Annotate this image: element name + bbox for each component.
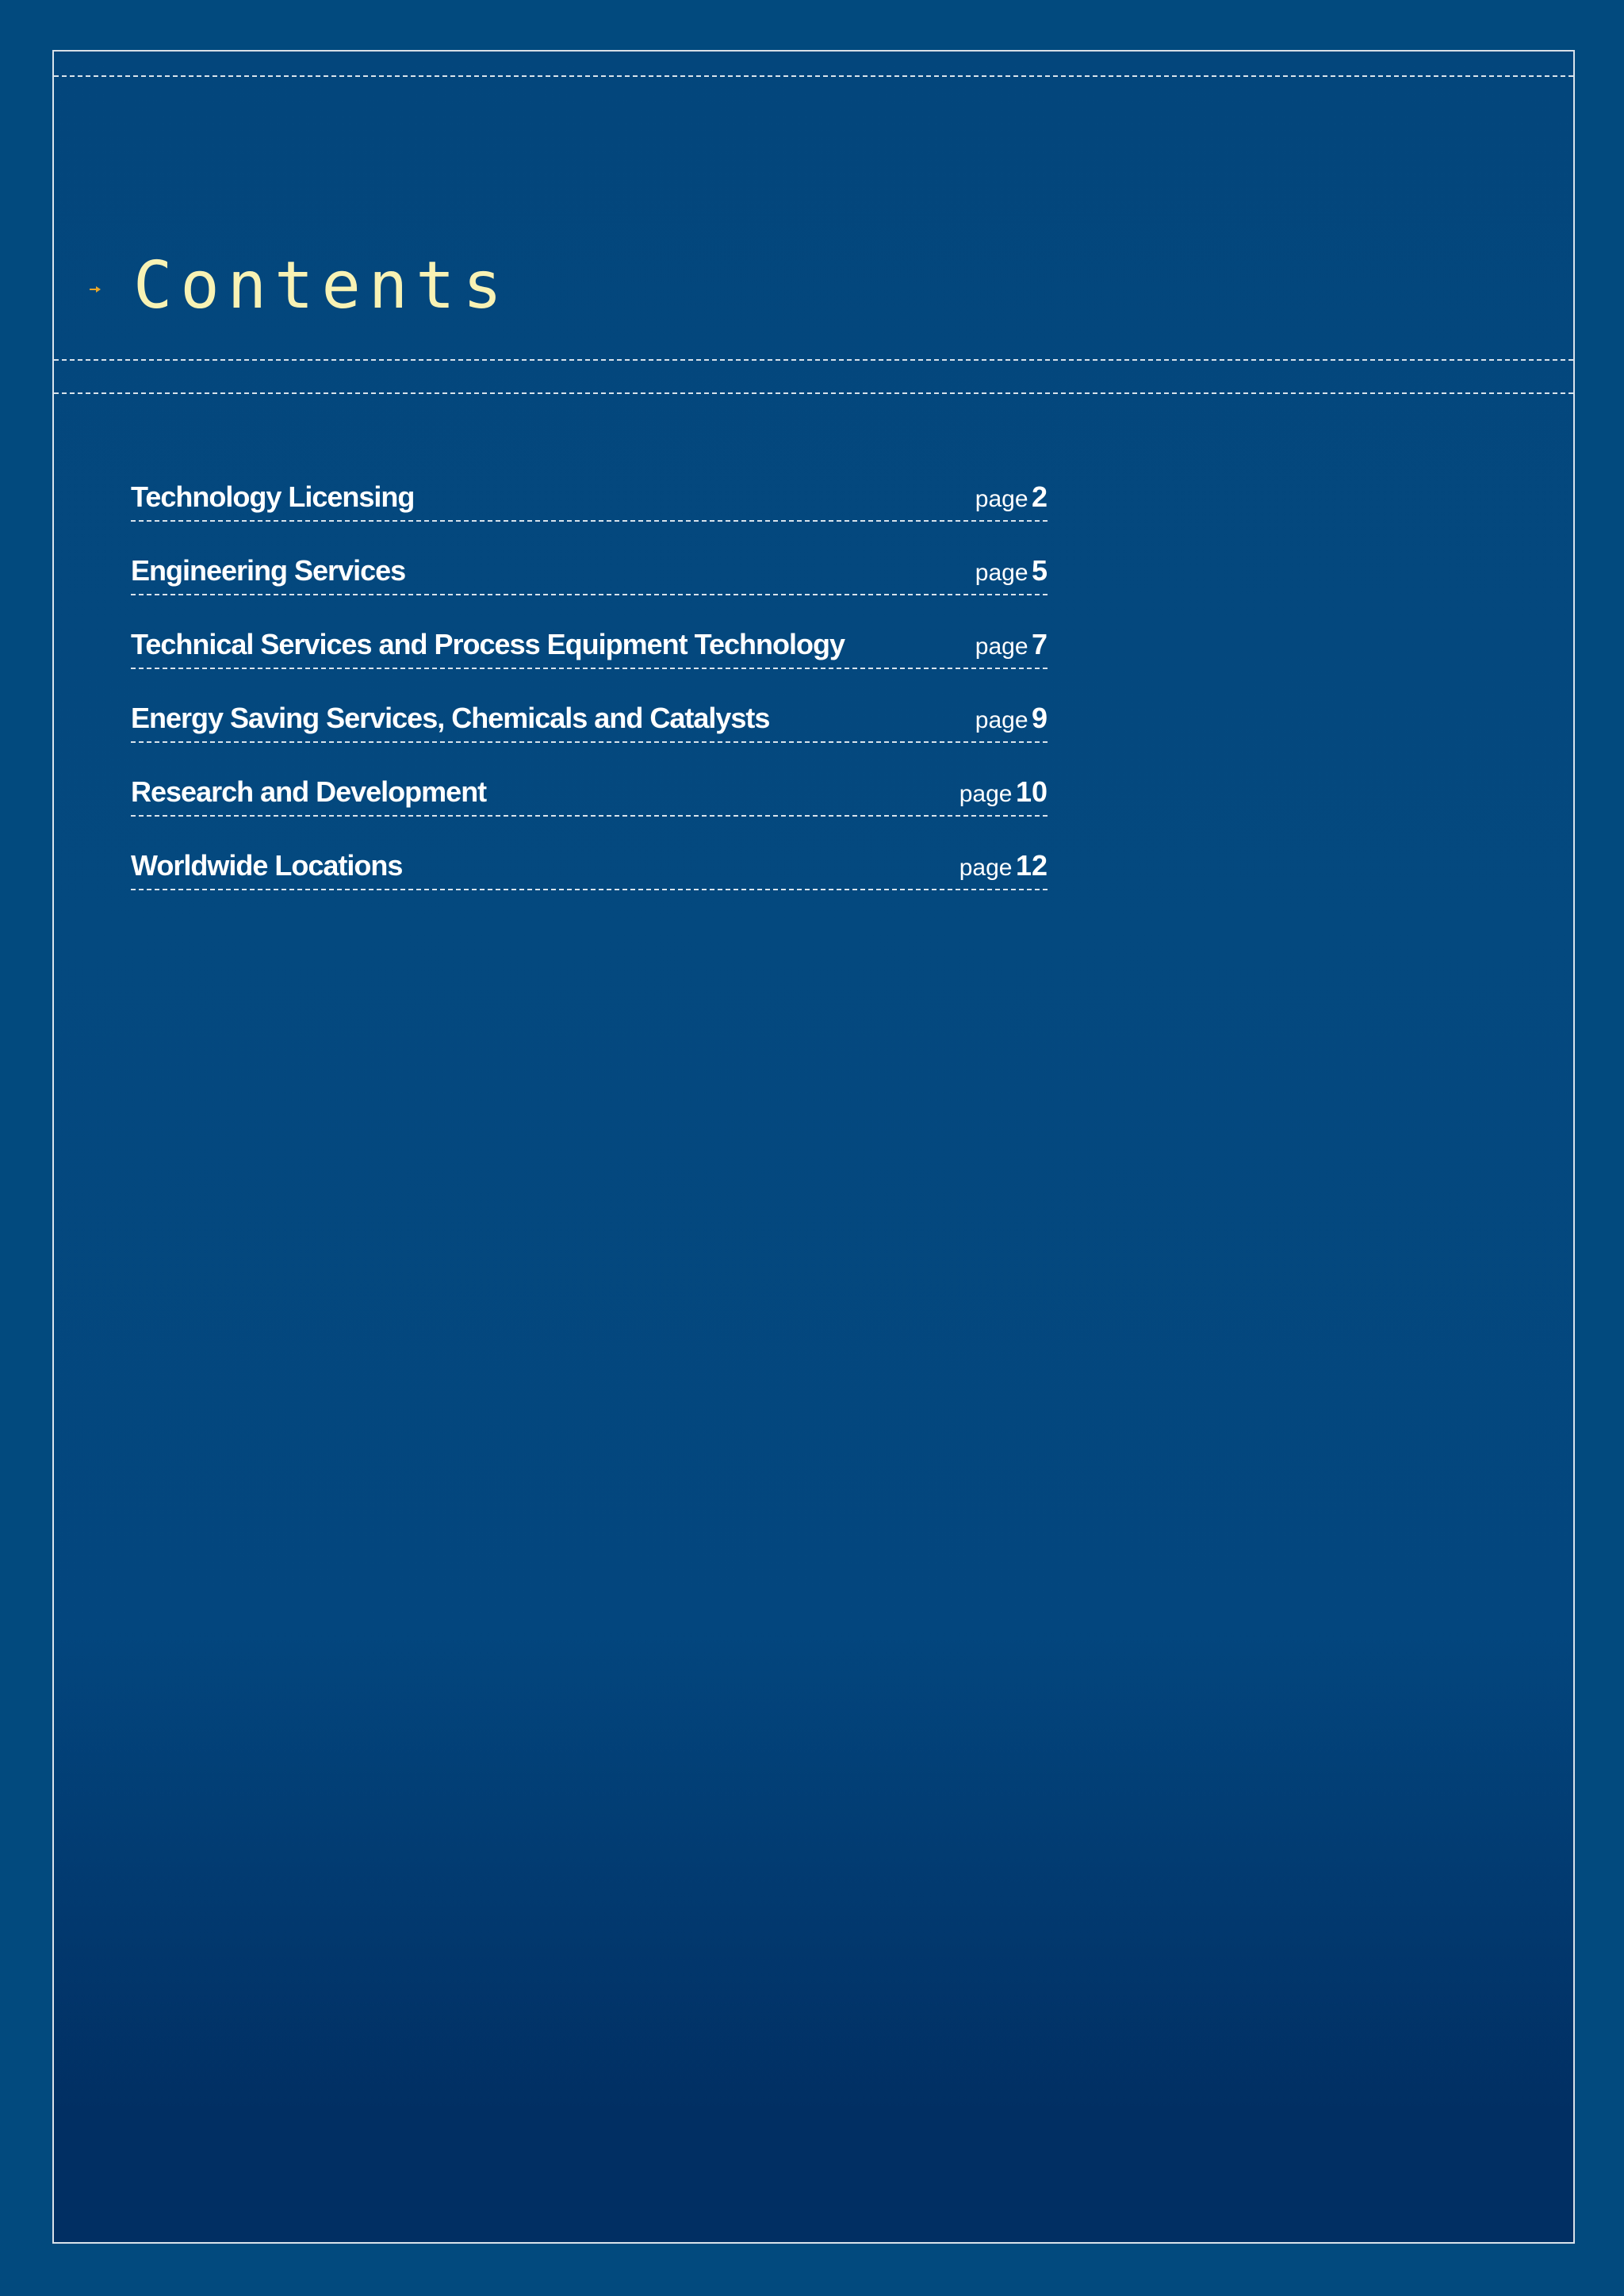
top-dashed-divider: [54, 75, 1573, 77]
toc-entry-page: [975, 554, 1048, 587]
toc-entry-label: Engineering Services: [131, 554, 406, 587]
toc-entry-page: [959, 775, 1048, 809]
page-word: page: [975, 486, 1028, 512]
toc-entry-page: [975, 480, 1048, 514]
toc-entry-label: Technical Services and Process Equipment Technology: [131, 628, 845, 660]
arrow-right-icon: [89, 283, 102, 296]
toc-entry-technical-services[interactable]: [131, 595, 1048, 669]
toc-entry-page: [975, 702, 1048, 735]
page-number: 9: [1031, 702, 1048, 734]
page-title: Contents: [133, 248, 510, 323]
toc-entry-page: [959, 849, 1048, 882]
toc-entry-worldwide-locations[interactable]: [131, 817, 1048, 890]
page-word: page: [959, 855, 1013, 881]
toc-entry-page: [975, 628, 1048, 661]
toc-entry-label: Technology Licensing: [131, 480, 415, 513]
page-number: 7: [1031, 628, 1048, 660]
page-number: 5: [1031, 554, 1048, 587]
page-word: page: [975, 633, 1028, 660]
table-of-contents: [131, 448, 1048, 890]
toc-entry-research-and-development[interactable]: [131, 743, 1048, 817]
page-number: 10: [1015, 775, 1048, 808]
title-dashed-divider-upper: [54, 359, 1573, 361]
toc-entry-label: Research and Development: [131, 775, 487, 808]
page-word: page: [975, 707, 1028, 733]
page-word: page: [975, 560, 1028, 586]
toc-entry-energy-saving-services[interactable]: [131, 669, 1048, 743]
page-number: 2: [1031, 480, 1048, 513]
page-word: page: [959, 781, 1013, 807]
title-dashed-divider-lower: [54, 392, 1573, 394]
toc-entry-engineering-services[interactable]: [131, 522, 1048, 595]
toc-entry-technology-licensing[interactable]: [131, 448, 1048, 522]
contents-panel: [52, 50, 1575, 2244]
toc-entry-label: Energy Saving Services, Chemicals and Catalysts: [131, 702, 770, 734]
toc-entry-label: Worldwide Locations: [131, 849, 403, 882]
page-number: 12: [1015, 849, 1048, 882]
